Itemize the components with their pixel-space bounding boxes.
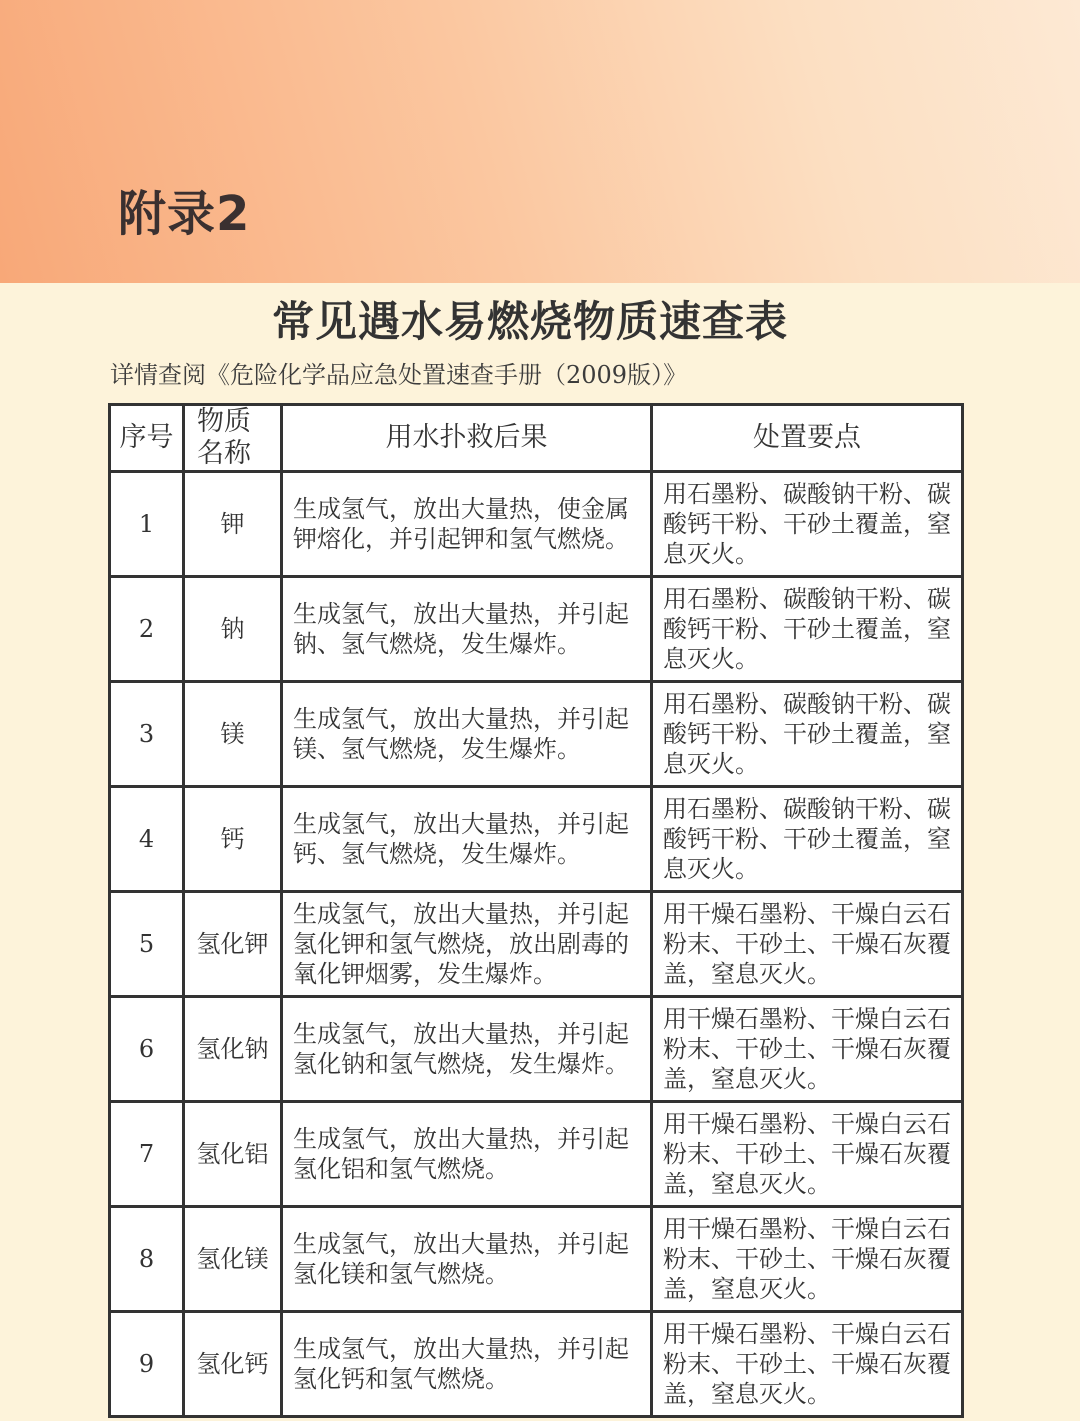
water-result: 生成氢气，放出大量热，并引起氢化钠和氢气燃烧，发生爆炸。 <box>282 997 652 1102</box>
row-number: 8 <box>110 1207 184 1312</box>
header-result: 用水扑救后果 <box>282 405 652 472</box>
water-result: 生成氢气，放出大量热，使金属钾熔化，并引起钾和氢气燃烧。 <box>282 472 652 577</box>
row-number: 6 <box>110 997 184 1102</box>
handling-measure: 用石墨粉、碳酸钠干粉、碳酸钙干粉、干砂土覆盖，窒息灭火。 <box>652 682 963 787</box>
substance-name: 钾 <box>184 472 282 577</box>
water-result: 生成氢气，放出大量热，并引起氢化铝和氢气燃烧。 <box>282 1102 652 1207</box>
water-result: 生成氢气，放出大量热，并引起钙、氢气燃烧，发生爆炸。 <box>282 787 652 892</box>
header-no: 序号 <box>110 405 184 472</box>
table-row <box>110 997 963 1102</box>
water-result: 生成氢气，放出大量热，并引起镁、氢气燃烧，发生爆炸。 <box>282 682 652 787</box>
substance-name: 氢化钾 <box>184 892 282 997</box>
table-row <box>110 682 963 787</box>
water-result: 生成氢气，放出大量热，并引起钠、氢气燃烧，发生爆炸。 <box>282 577 652 682</box>
handling-measure: 用石墨粉、碳酸钠干粉、碳酸钙干粉、干砂土覆盖，窒息灭火。 <box>652 577 963 682</box>
substance-name: 氢化钠 <box>184 997 282 1102</box>
handling-measure: 用干燥石墨粉、干燥白云石粉末、干砂土、干燥石灰覆盖，窒息灭火。 <box>652 892 963 997</box>
substance-name: 氢化铝 <box>184 1102 282 1207</box>
table-row <box>110 472 963 577</box>
row-number: 2 <box>110 577 184 682</box>
row-number: 1 <box>110 472 184 577</box>
header-banner <box>0 0 1080 283</box>
substance-name: 氢化钙 <box>184 1312 282 1417</box>
handling-measure: 用干燥石墨粉、干燥白云石粉末、干砂土、干燥石灰覆盖，窒息灭火。 <box>652 1312 963 1417</box>
header-name: 物质名称 <box>184 405 282 472</box>
row-number: 9 <box>110 1312 184 1417</box>
table-body <box>110 472 963 1417</box>
table-row <box>110 1207 963 1312</box>
row-number: 4 <box>110 787 184 892</box>
table-row <box>110 892 963 997</box>
handling-measure: 用干燥石墨粉、干燥白云石粉末、干砂土、干燥石灰覆盖，窒息灭火。 <box>652 997 963 1102</box>
substance-name: 钙 <box>184 787 282 892</box>
water-result: 生成氢气，放出大量热，并引起氢化钙和氢气燃烧。 <box>282 1312 652 1417</box>
table-row <box>110 577 963 682</box>
page-title: 常见遇水易燃烧物质速查表 <box>271 297 788 346</box>
row-number: 7 <box>110 1102 184 1207</box>
handling-measure: 用石墨粉、碳酸钠干粉、碳酸钙干粉、干砂土覆盖，窒息灭火。 <box>652 787 963 892</box>
table-row <box>110 787 963 892</box>
substance-name: 钠 <box>184 577 282 682</box>
substance-name: 镁 <box>184 682 282 787</box>
table-row <box>110 1102 963 1207</box>
header-action: 处置要点 <box>652 405 963 472</box>
row-number: 5 <box>110 892 184 997</box>
table-row <box>110 1312 963 1417</box>
table-header-row <box>110 405 963 472</box>
handling-measure: 用干燥石墨粉、干燥白云石粉末、干砂土、干燥石灰覆盖，窒息灭火。 <box>652 1102 963 1207</box>
handling-measure: 用石墨粉、碳酸钠干粉、碳酸钙干粉、干砂土覆盖，窒息灭火。 <box>652 472 963 577</box>
substance-name: 氢化镁 <box>184 1207 282 1312</box>
reference-note: 详情查阅《危险化学品应急处置速查手册（2009版）》 <box>110 361 688 389</box>
appendix-title: 附录2 <box>118 186 251 242</box>
handling-measure: 用干燥石墨粉、干燥白云石粉末、干砂土、干燥石灰覆盖，窒息灭火。 <box>652 1207 963 1312</box>
water-result: 生成氢气，放出大量热，并引起氢化钾和氢气燃烧，放出剧毒的氧化钾烟雾，发生爆炸。 <box>282 892 652 997</box>
row-number: 3 <box>110 682 184 787</box>
substance-table <box>108 403 964 1418</box>
water-result: 生成氢气，放出大量热，并引起氢化镁和氢气燃烧。 <box>282 1207 652 1312</box>
